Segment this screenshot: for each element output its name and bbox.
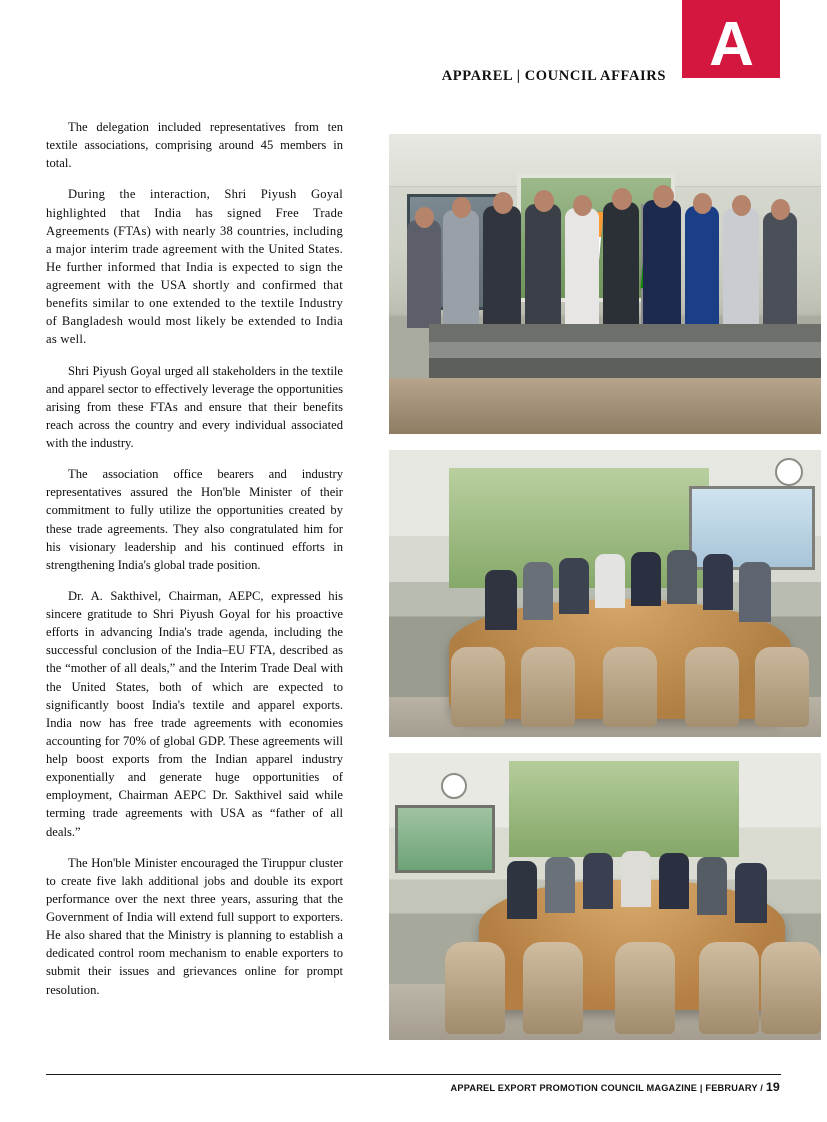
person-head	[415, 207, 434, 228]
office-chair	[615, 942, 675, 1034]
person-head	[452, 197, 471, 218]
office-chair	[445, 942, 505, 1034]
footer-divider	[46, 1074, 781, 1075]
wall-clock-icon	[775, 458, 803, 486]
person-figure	[583, 853, 613, 909]
person-figure	[659, 853, 689, 909]
photo-meeting-wide	[389, 450, 821, 737]
person-figure	[621, 851, 651, 907]
person-figure	[667, 550, 697, 604]
person-figure	[603, 202, 639, 328]
photo-group-delegation	[389, 134, 821, 434]
office-chair	[685, 647, 739, 727]
office-chair	[699, 942, 759, 1034]
person-figure	[697, 857, 727, 915]
person-figure	[685, 206, 719, 328]
person-figure	[723, 208, 759, 328]
office-chair	[755, 647, 809, 727]
article-text-column	[46, 118, 343, 1012]
section-header-title: APPAREL | COUNCIL AFFAIRS	[441, 68, 666, 84]
person-head	[771, 199, 790, 220]
person-head	[612, 188, 632, 210]
person-figure	[565, 208, 599, 328]
person-head	[493, 192, 513, 214]
office-chair	[603, 647, 657, 727]
article-paragraph: During the interaction, Shri Piyush Goyal highlighted that India has signed Free Trade Agreements (FTAs) with nearly 38 countries, including a major interim trade agreement with the United States. He further informed that India is expected to sign the agreement with the USA shortly and confirmed that benefits similar to one extended to the textile Industry of Bangladesh would most likely be extended to India as well.	[46, 187, 343, 347]
person-figure	[763, 212, 797, 328]
article-paragraph: Dr. A. Sakthivel, Chairman, AEPC, expressed his sincere gratitude to Shri Piyush Goyal for his proactive efforts in advancing India's trade agenda, including the successful conclusion of the India–EU FTA, described as the “mother of all deals,” and the Interim Trade Deal with the United States, both of which are expected to significantly boost India's textile and apparel exports. India now has free trade agreements with economies accounting for 70% of global GDP. These agreements will help boost exports from the Indian apparel industry exponentially and generate huge opportunities of employment, Chairman AEPC Dr. Sakthivel said while terming trade agreements with USA as “father of all deals.”	[46, 588, 343, 839]
article-paragraph: The Hon'ble Minister encouraged the Tiruppur cluster to create five lakh additional jobs and double its export performance over the next three years, assuring that the Government of India will extend full support to exporters. He also shared that the Ministry is planning to establish a dedicated control room mechanism to enable exporters to submit their issues and grievances online for prompt resolution.	[46, 855, 343, 997]
photo-scene	[389, 753, 821, 1040]
person-figure	[525, 204, 561, 328]
person-head	[534, 190, 554, 212]
logo-letter: A	[709, 10, 753, 79]
person-figure	[735, 863, 767, 923]
office-chair	[523, 942, 583, 1034]
footer-credit	[451, 1080, 780, 1094]
person-figure	[507, 861, 537, 919]
person-figure	[703, 554, 733, 610]
person-figure	[545, 857, 575, 913]
office-chair	[761, 942, 821, 1034]
person-figure	[485, 570, 517, 630]
office-chair	[451, 647, 505, 727]
article-paragraph: The delegation included representatives from ten textile associations, comprising around 45 members in total.	[46, 120, 343, 171]
presentation-screen	[395, 805, 495, 873]
photo-scene	[389, 450, 821, 737]
article-paragraph: The association office bearers and industry representatives assured the Hon'ble Minister of their commitment to fully utilize the opportunities created by these trade agreements. They also congratulated him for his visionary leadership and his continued efforts in strengthening India's global trade position.	[46, 467, 343, 572]
foreground-table	[389, 378, 821, 434]
person-figure	[631, 552, 661, 606]
page-header	[0, 0, 827, 100]
person-head	[732, 195, 751, 216]
person-figure	[739, 562, 771, 622]
office-chair	[521, 647, 575, 727]
page-number: 19	[765, 1080, 780, 1094]
person-head	[573, 195, 592, 216]
photo-scene	[389, 134, 821, 434]
person-figure	[523, 562, 553, 620]
person-head	[653, 185, 674, 208]
person-figure	[443, 210, 479, 328]
wall-clock-icon	[441, 773, 467, 799]
person-figure	[643, 200, 681, 328]
person-figure	[595, 554, 625, 608]
photo-column	[349, 118, 781, 1046]
person-figure	[483, 206, 521, 328]
person-figure	[407, 220, 441, 328]
aepc-logo-mark	[682, 0, 780, 78]
green-wall-panel	[509, 761, 739, 857]
article-paragraph: Shri Piyush Goyal urged all stakeholders in the textile and apparel sector to effectively leverage the opportunities arising from these FTAs and ensure that their benefits reach across the country and every individual associated with the industry.	[46, 363, 343, 450]
footer-magazine-label: APPAREL EXPORT PROMOTION COUNCIL MAGAZINE | FEBRUARY /	[450, 1083, 764, 1093]
person-head	[693, 193, 712, 214]
page-footer	[0, 1066, 827, 1122]
person-figure	[559, 558, 589, 614]
photo-meeting-second	[389, 753, 821, 1040]
